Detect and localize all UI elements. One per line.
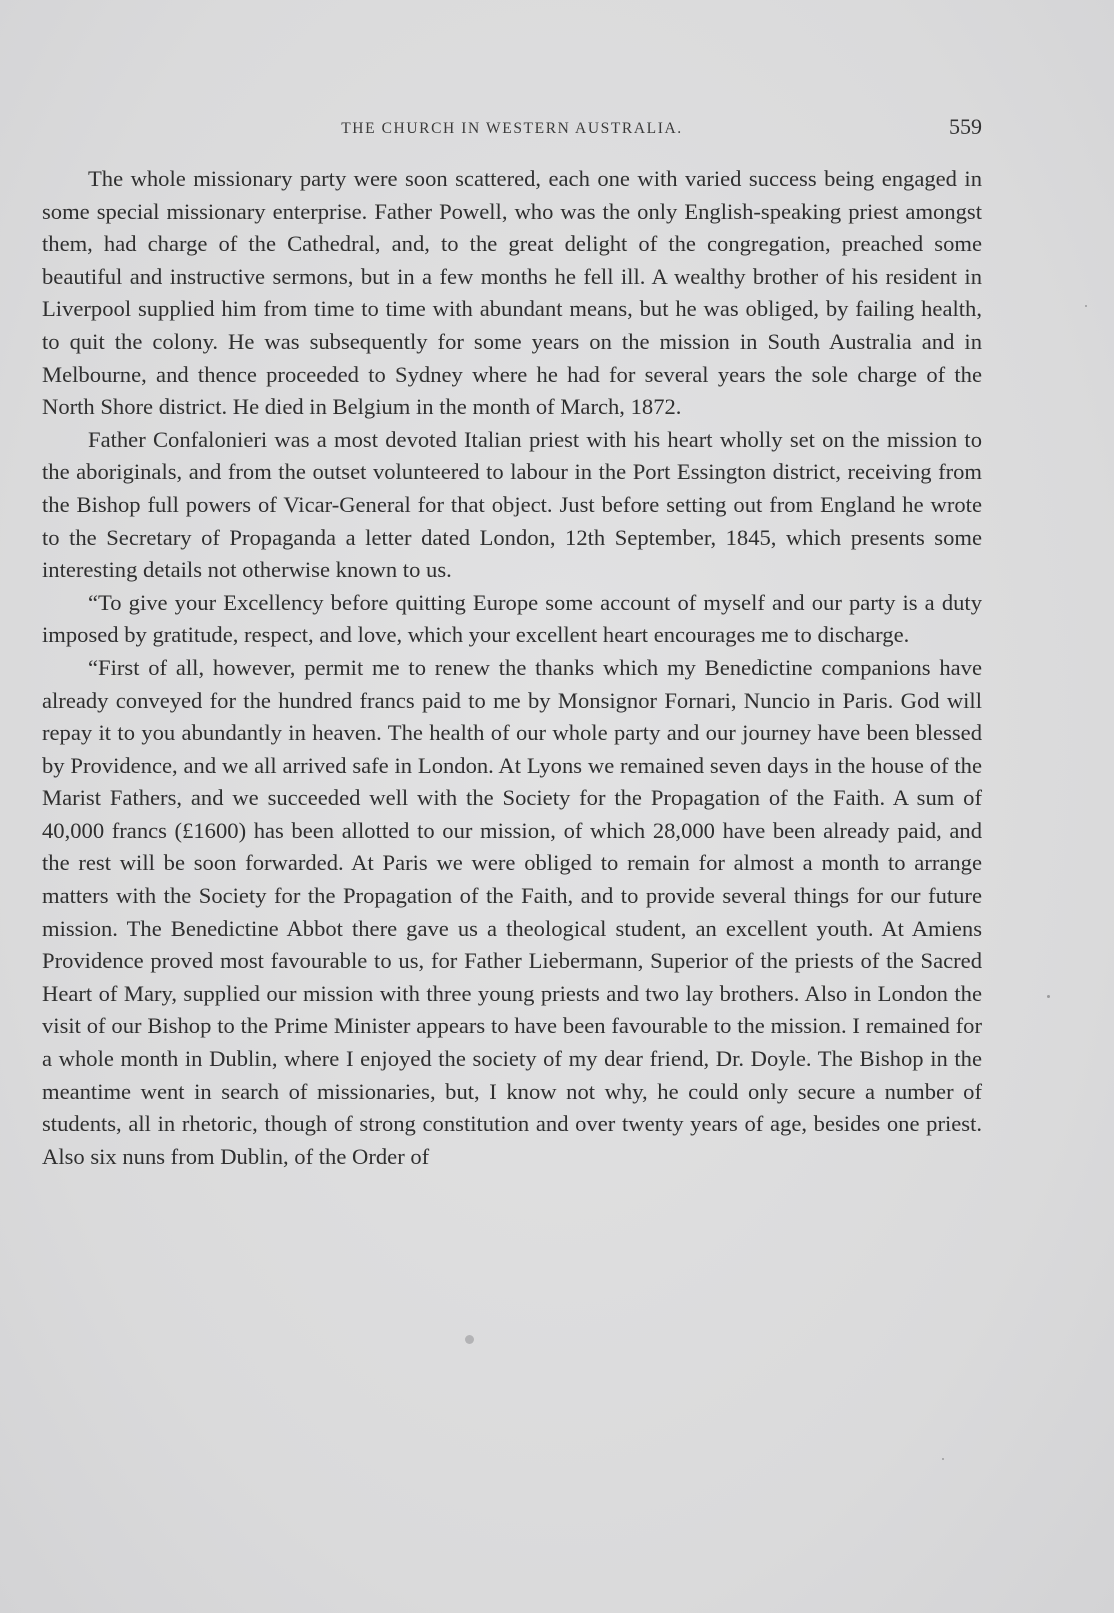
ink-smudge: [465, 1335, 474, 1344]
paper-speck: [942, 1458, 944, 1460]
paragraph-letter-opening: “To give your Excellency before quitting Europe some account of myself and our party is a duty imposed by gratitude, respect, and love, which your excellent heart encourages me to discharge.: [42, 589, 982, 648]
paragraph-confalonieri: Father Confalonieri was a most devoted Italian priest with his heart wholly set on the mission to the aboriginals, and from the outset volunteered to labour in the Port Essington district, receiving from the Bishop full powers of Vicar-General for that object. Just before setting out from England he wrote to the Secretary of Propaganda a letter dated London, 12th September, 1845, which presents some interesting details not otherwise known to us.: [42, 426, 982, 583]
running-title: THE CHURCH IN WESTERN AUSTRALIA.: [341, 120, 683, 137]
paragraph-letter-body: “First of all, however, permit me to renew the thanks which my Benedictine companions have already conveyed for the hundred francs paid to me by Monsignor Fornari, Nuncio in Paris. God will repay it to you abundantly in heaven. The health of our whole party and our journey have been blessed by Providence, and we all arrived safe in London. At Lyons we remained seven days in the house of the Marist Fathers, and we succeeded well with the Society for the Propagation of the Faith. A sum of 40,000 francs (£1600) has been allotted to our mission, of which 28,000 have been already paid, and the rest will be soon forwarded. At Paris we were obliged to remain for almost a month to arrange matters with the Society for the Propagation of the Faith, and to provide several things for our future mission. The Benedictine Abbot there gave us a theological student, an excellent youth. At Amiens Providence proved most favourable to us, for Father Liebermann, Superior of the priests of the Sacred Heart of Mary, supplied our mission with three young priests and two lay brothers. Also in London the visit of our Bishop to the Prime Minister appears to have been favourable to the mission. I remained for a whole month in Dublin, where I enjoyed the society of my dear friend, Dr. Doyle. The Bishop in the meantime went in search of missionaries, but, I know not why, he could only secure a number of students, all in rhetoric, though of strong constitution and over twenty years of age, besides one priest. Also six nuns from Dublin, of the Order of: [42, 654, 982, 1169]
body-text: [42, 163, 982, 1173]
paper-speck: [1085, 305, 1087, 307]
paragraph-powell: The whole missionary party were soon scattered, each one with varied success being engaged in some special missionary enterprise. Father Powell, who was the only English-speaking priest amongst them, had charge of the Cathedral, and, to the great delight of the congregation, preached some beautiful and instructive sermons, but in a few months he fell ill. A wealthy brother of his resident in Liverpool supplied him from time to time with abundant means, but he was obliged, by failing health, to quit the colony. He was subsequently for some years on the mission in South Australia and in Melbourne, and thence proceeded to Sydney where he had for several years the sole charge of the North Shore district. He died in Belgium in the month of March, 1872.: [42, 166, 982, 420]
running-head: [42, 114, 982, 142]
page-number: 559: [949, 114, 982, 139]
paper-speck: [1047, 995, 1050, 998]
